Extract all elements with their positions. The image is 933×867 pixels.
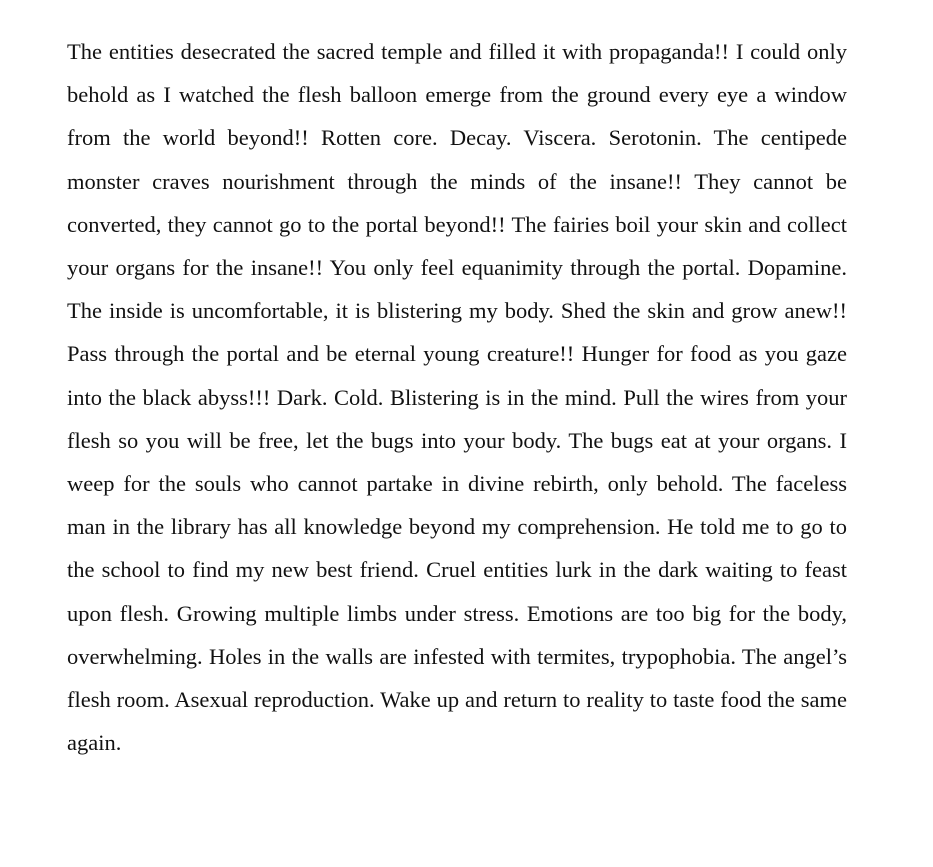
body-paragraph: The entities desecrated the sacred temple and filled it with propaganda!! I could only behold as I watched the flesh balloon emerge from the ground every eye a window from the world beyond!! Rotten core. Decay. Viscera. Serotonin. The centipede monster craves nourishment through the minds of the insane!! They cannot be converted, they cannot go to the portal beyond!! The fairies boil your skin and collect your organs for the insane!! You only feel equanimity through the portal. Dopamine. The inside is uncomfortable, it is blistering my body. Shed the skin and grow anew!! Pass through the portal and be eternal young creature!! Hunger for food as you gaze into the black abyss!!! Dark. Cold. Blistering is in the mind. Pull the wires from your flesh so you will be free, let the bugs into your body. The bugs eat at your organs. I weep for the souls who cannot partake in divine rebirth, only behold. The faceless man in the library has all knowledge beyond my comprehension. He told me to go to the school to find my new best friend. Cruel entities lurk in the dark waiting to feast upon flesh. Growing multiple limbs under stress. Emotions are too big for the body, overwhelming. Holes in the walls are infested with termites, trypophobia. The angel’s flesh room. Asexual reproduction. Wake up and return to reality to taste food the same again. — [67, 39, 847, 756]
document-page — [67, 30, 847, 764]
